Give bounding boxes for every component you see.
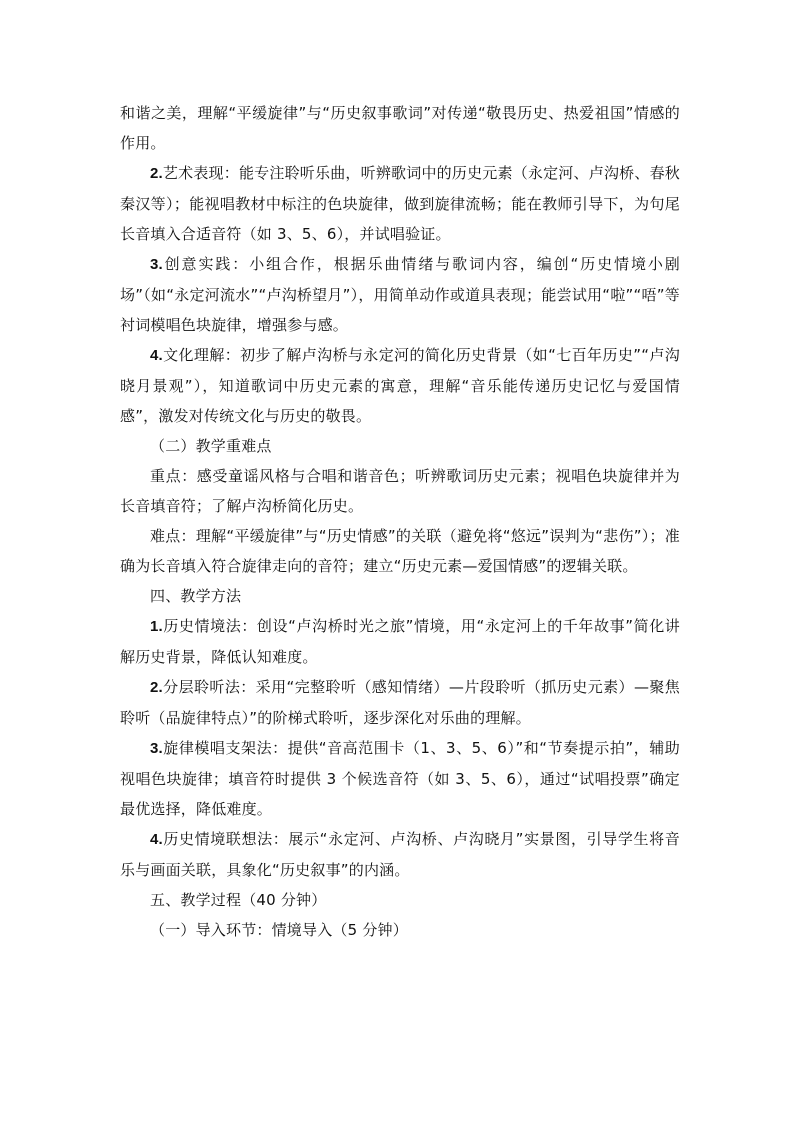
subheading-text: （二）教学重难点 <box>150 437 272 455</box>
subheading-introduction <box>120 915 680 945</box>
section-heading-teaching-process <box>120 885 680 915</box>
method-layered-listening <box>120 672 680 733</box>
item-number: 2. <box>150 165 163 182</box>
objective-cultural-understanding <box>120 340 680 431</box>
paragraph-text: 历史情境法：创设“卢沟桥时光之旅”情境，用“永定河上的千年故事”简化讲解历史背景，降低认知难度。 <box>120 617 680 666</box>
section-heading-text: 四、教学方法 <box>150 587 242 605</box>
difficulties-paragraph <box>120 521 680 581</box>
section-heading-teaching-methods <box>120 581 680 611</box>
item-number: 3. <box>150 740 163 757</box>
method-melody-scaffold <box>120 733 680 824</box>
paragraph-text: 历史情境联想法：展示“永定河、卢沟桥、卢沟晓月”实景图，引导学生将音乐与画面关联，具象化“历史叙事”的内涵。 <box>120 830 680 879</box>
item-number: 4. <box>150 347 163 364</box>
paragraph-text: 文化理解：初步了解卢沟桥与永定河的简化历史背景（如“七百年历史”“卢沟晓月景观”），知道歌词中历史元素的寓意，理解“音乐能传递历史记忆与爱国情感”，激发对传统文化与历史的敬畏。 <box>120 346 680 425</box>
subheading-key-points <box>120 431 680 461</box>
paragraph-text: 重点：感受童谣风格与合唱和谐音色；听辨歌词历史元素；视唱色块旋律并为长音填音符；了解卢沟桥简化历史。 <box>120 467 680 515</box>
section-heading-text: 五、教学过程（40 分钟） <box>150 891 327 909</box>
paragraph-text: 旋律模唱支架法：提供“音高范围卡（1、3、5、6）”和“节奏提示拍”，辅助视唱色块旋律；填音符时提供 3 个候选音符（如 3、5、6），通过“试唱投票”确定最优选择，降低难度。 <box>120 739 680 818</box>
paragraph-text: 创意实践：小组合作，根据乐曲情绪与歌词内容，编创“历史情境小剧场”（如“永定河流水”“卢沟桥望月”），用简单动作或道具表现；能尝试用“啦”“唔”等衬词模唱色块旋律，增强参与感。 <box>120 255 680 334</box>
objective-artistic-expression <box>120 158 680 249</box>
paragraph-text: 艺术表现：能专注聆听乐曲，听辨歌词中的历史元素（永定河、卢沟桥、春秋秦汉等）；能视唱教材中标注的色块旋律，做到旋律流畅；能在教师引导下，为句尾长音填入合适音符（如 3、5、6），并试唱验证。 <box>120 164 680 243</box>
method-historical-context <box>120 611 680 672</box>
item-number: 2. <box>150 679 163 696</box>
item-number: 4. <box>150 831 163 848</box>
key-points-paragraph <box>120 461 680 521</box>
paragraph-text: 分层聆听法：采用“完整聆听（感知情绪）—片段聆听（抓历史元素）—聚焦聆听（品旋律特点）”的阶梯式聆听，逐步深化对乐曲的理解。 <box>120 678 680 727</box>
paragraph-continuation <box>120 98 680 158</box>
item-number: 1. <box>150 618 163 635</box>
objective-creative-practice <box>120 249 680 340</box>
item-number: 3. <box>150 256 163 273</box>
document-body <box>120 98 680 945</box>
paragraph-text: 难点：理解“平缓旋律”与“历史情感”的关联（避免将“悠远”误判为“悲伤”）；准确为长音填入符合旋律走向的音符；建立“历史元素—爱国情感”的逻辑关联。 <box>120 527 680 575</box>
method-historical-association <box>120 824 680 885</box>
subheading-text: （一）导入环节：情境导入（5 分钟） <box>150 921 408 939</box>
paragraph-text: 和谐之美，理解“平缓旋律”与“历史叙事歌词”对传递“敬畏历史、热爱祖国”情感的作用。 <box>120 104 680 152</box>
